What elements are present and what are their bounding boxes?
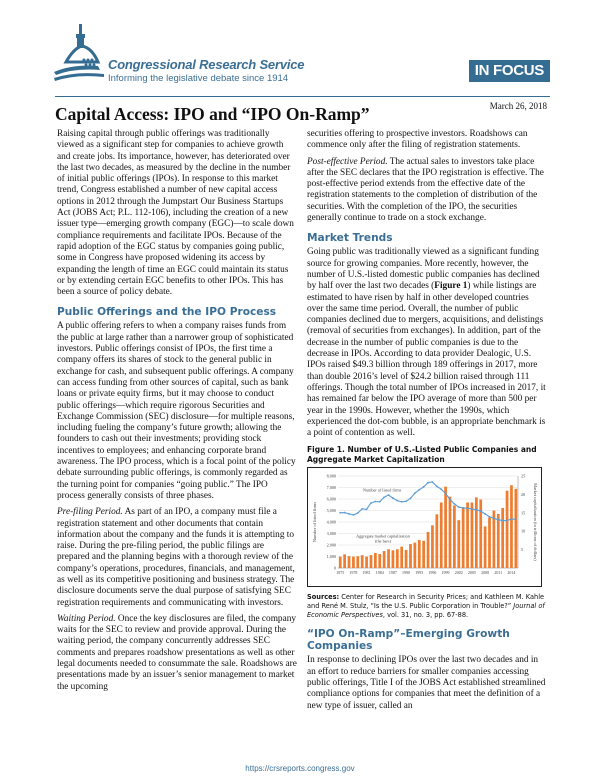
- market-cap-bar: [475, 498, 478, 569]
- waiting-paragraph: [57, 614, 297, 693]
- posteffective-text: The actual sales to investors take place after the SEC declares that the IPO registration is effective. The post-effective period extends from the effective date of the registration statements to the completion of distribution of the securities. With the completion of the IPO, the securities generally continue to trade on a stock exchange.: [307, 156, 544, 224]
- waiting-text: Once the key disclosures are filed, the company waits for the SEC to review and provide approval. During the waiting period, the company concurrently addresses SEC comments and prepares roadshow presentations as well as other legal documents needed to consummate the sale. Roadshows are presentations made by an issuer’s senior management to market the upcoming: [57, 613, 297, 692]
- x-tick-label: 2002: [454, 570, 463, 576]
- x-tick-label: 1999: [441, 570, 450, 576]
- y-left-tick-label: 1,000: [326, 554, 336, 560]
- market-cap-bar: [514, 489, 517, 568]
- listed-firms-point: [506, 520, 508, 522]
- line-annotation: Number of listed firms: [363, 487, 402, 493]
- listed-firms-point: [458, 507, 460, 509]
- footer-url[interactable]: https://crsreports.congress.gov: [245, 764, 355, 773]
- listed-firms-point: [344, 512, 346, 514]
- market-cap-bar: [484, 527, 487, 569]
- x-tick-label: 2014: [507, 570, 516, 576]
- market-cap-bar: [339, 557, 342, 568]
- listed-firms-point: [440, 489, 442, 491]
- y-right-axis-label: Market capitalization (in trillions of dollars): [533, 483, 538, 562]
- listed-firms-point: [453, 503, 455, 505]
- market-cap-bar: [506, 491, 509, 568]
- listed-firms-point: [410, 498, 412, 500]
- right-column: [307, 129, 547, 717]
- y-left-tick-label: 6,000: [326, 496, 336, 502]
- listed-firms-point: [462, 507, 464, 509]
- sources-journal: Journal of Economic Perspectives: [307, 602, 545, 620]
- market-cap-bar: [365, 557, 368, 568]
- figure-1-link[interactable]: Figure 1: [434, 281, 468, 292]
- listed-firms-point: [515, 519, 517, 521]
- listed-firms-point: [471, 509, 473, 511]
- y-right-tick-label: 25: [521, 473, 526, 479]
- listed-firms-point: [339, 512, 341, 514]
- section-heading-market-trends: Market Trends: [307, 232, 393, 245]
- sources-text: Center for Research in Security Prices; and Kathleen M. Kahle and René M. Stulz, “Is the U.S. Public Corporation in Trouble?”: [307, 593, 545, 611]
- prefiling-text: As part of an IPO, a company must file a registration statement and other documents that contain information about the company and the funds it is attempting to raise. During the pre-filing period, the public filings are prepared and the planning begins with a thorough review of the company’s operations, procedures, financials, and management, as well as its competitive positioning and business strategy. The disclosure documents serve the dual purpose of satisfying SEC registration requirements and communicating with investors.: [57, 507, 295, 608]
- listed-firms-point: [383, 497, 385, 499]
- listed-firms-point: [392, 498, 394, 500]
- market-cap-bar: [361, 556, 364, 569]
- market-trends-text-a: Going public was traditionally viewed as a significant funding source for growing companies. More recently, however, the number of U.S.-listed domestic public companies has declined by half over the last two decades (: [307, 247, 540, 292]
- posteffective-paragraph: [307, 157, 547, 225]
- listed-firms-point: [449, 499, 451, 501]
- market-cap-bar: [352, 557, 355, 568]
- header-divider: [55, 96, 550, 97]
- listed-firms-point: [361, 508, 363, 510]
- x-tick-label: 1981: [362, 570, 371, 576]
- market-cap-bar: [510, 486, 513, 569]
- market-cap-bar: [343, 555, 346, 569]
- x-tick-label: 1990: [402, 570, 411, 576]
- listed-firms-point: [489, 516, 491, 518]
- in-focus-badge: IN FOCUS: [469, 60, 550, 82]
- x-tick-label: 2008: [481, 570, 490, 576]
- listed-firms-point: [445, 493, 447, 495]
- listed-firms-point: [497, 519, 499, 521]
- market-cap-bar: [409, 545, 412, 569]
- listed-firms-point: [493, 518, 495, 520]
- x-tick-label: 2011: [494, 570, 503, 576]
- market-cap-bar: [374, 553, 377, 568]
- report-header: [52, 22, 550, 92]
- market-cap-bar: [440, 503, 443, 569]
- listed-firms-point: [436, 486, 438, 488]
- figure-sources: [307, 593, 547, 620]
- listed-firms-point: [467, 508, 469, 510]
- section-heading-ipo-on-ramp: “IPO On-Ramp”–Emerging Growth Companies: [307, 628, 510, 653]
- org-tagline: Informing the legislative debate since 1914: [108, 73, 289, 84]
- market-cap-bar: [497, 514, 500, 568]
- market-cap-bar: [396, 550, 399, 569]
- market-cap-bar: [431, 526, 434, 569]
- listed-firms-point: [396, 500, 398, 502]
- market-cap-bar: [392, 551, 395, 569]
- y-left-tick-label: 2,000: [326, 542, 336, 548]
- y-right-tick-label: 5: [521, 547, 524, 553]
- listed-firms-point: [414, 493, 416, 495]
- listed-firms-point: [475, 509, 477, 511]
- market-cap-bar: [356, 557, 359, 569]
- waiting-label: Waiting Period.: [57, 613, 116, 624]
- listed-firms-point: [502, 520, 504, 522]
- y-right-tick-label: 10: [521, 529, 526, 535]
- listed-firms-point: [431, 482, 433, 484]
- market-cap-bar: [378, 554, 381, 568]
- market-trends-paragraph: [307, 247, 547, 439]
- sources-label: Sources:: [307, 593, 340, 602]
- intro-paragraph: Raising capital through public offerings was traditionally viewed as a significant step for companies to achieve growth and create jobs. Its importance, however, has deteriorated over the last two decades, as measured by the decline in the number of initial public offerings (IPOs). In response to this market trend, Congress established a number of new capital access options in 2012 through the Jumpstart Our Business Startups Act (JOBS Act; P.L. 112-106), including the creation of a new issuer type—emerging growth company (EGC)—to scale down compliance requirements and facilitate IPOs. Because of the rapid adoption of the EGC status by companies going public, some in Congress have proposed widening its access by expanding the length of time an EGC could maintain its status or by extending certain EGC benefits to other IPOs. This has been a source of policy debate.: [57, 129, 294, 298]
- x-tick-label: 1993: [415, 570, 424, 576]
- left-column: [57, 129, 297, 698]
- listed-firms-point: [511, 519, 513, 521]
- listed-firms-point: [388, 494, 390, 496]
- market-cap-bar: [501, 508, 504, 568]
- market-cap-bar: [418, 540, 421, 568]
- chart-svg: [308, 468, 541, 586]
- x-tick-label: 1978: [349, 570, 358, 576]
- public-offerings-paragraph: A public offering refers to when a company raises funds from the public at large rather than a narrower group of sophisticated investors. Public offerings consist of IPOs, the first time a company offers its shares of stock to the general public in exchange for cash, and subsequent public offerings. A company can access funding from other sources of capital, such as bank loans or private equity firms, but it may choose to conduct public offerings—which require rigorous Securities and Exchange Commission (SEC) disclosure—for multiple reasons, including fueling the company’s future growth; allowing the founders to cash out their investments; providing stock incentives to employees; and enhancing corporate brand awareness. The IPO process, which is a focal point of the policy debate surrounding public offerings, is commonly regarded as the turning point for companies “going public.” The IPO process generally consists of three phases.: [57, 321, 296, 501]
- market-cap-bar: [444, 487, 447, 568]
- section-heading-public-offerings: Public Offerings and the IPO Process: [57, 306, 277, 319]
- market-cap-bar: [462, 508, 465, 569]
- listed-firms-point: [366, 509, 368, 511]
- prefiling-paragraph: [57, 507, 297, 609]
- y-right-tick-label: 20: [521, 492, 526, 498]
- market-cap-bar: [471, 503, 474, 569]
- page-title: Capital Access: IPO and “IPO On-Ramp”: [55, 104, 370, 124]
- market-cap-bar: [414, 543, 417, 568]
- prefiling-label: Pre-filing Period.: [57, 507, 123, 518]
- market-cap-bar: [466, 503, 469, 569]
- market-cap-bar: [422, 541, 425, 568]
- listed-firms-point: [405, 501, 407, 503]
- x-tick-label: 1987: [388, 570, 397, 576]
- market-cap-bar: [348, 557, 351, 569]
- listed-firms-point: [484, 513, 486, 515]
- listed-firms-point: [480, 511, 482, 513]
- listed-firms-point: [401, 501, 403, 503]
- x-tick-label: 1984: [375, 570, 384, 576]
- market-cap-bar: [387, 550, 390, 569]
- ipo-on-ramp-paragraph: In response to declining IPOs over the last two decades and in an effort to reduce barriers for smaller companies accessing public offerings, Title I of the JOBS Act established streamlined compliance options for companies that meet the definition of a new type of issuer, called an: [307, 655, 546, 711]
- market-cap-bar: [457, 521, 460, 569]
- market-cap-bar: [405, 550, 408, 568]
- market-cap-bar: [400, 547, 403, 568]
- listed-firms-point: [370, 503, 372, 505]
- market-cap-bar: [370, 556, 373, 569]
- y-left-tick-label: 5,000: [326, 508, 336, 514]
- x-tick-label: 1975: [336, 570, 345, 576]
- x-tick-label: 2005: [467, 570, 476, 576]
- listed-firms-point: [427, 482, 429, 484]
- y-left-tick-label: 8,000: [326, 473, 336, 479]
- market-cap-bar: [488, 518, 491, 568]
- org-name: Congressional Research Service: [108, 57, 305, 72]
- listed-firms-point: [348, 513, 350, 515]
- market-cap-bar: [479, 500, 482, 568]
- posteffective-label: Post-effective Period.: [307, 156, 388, 167]
- y-left-tick-label: 4,000: [326, 519, 336, 525]
- bar-annotation-sub: (the bars): [375, 538, 391, 544]
- listed-firms-point: [352, 514, 354, 516]
- market-cap-bar: [449, 497, 452, 568]
- market-cap-bar: [435, 515, 438, 569]
- publication-date: March 26, 2018: [489, 101, 547, 111]
- market-cap-bar: [383, 551, 386, 568]
- y-left-tick-label: 0: [333, 565, 336, 571]
- y-left-tick-label: 7,000: [326, 485, 336, 491]
- listed-firms-point: [418, 489, 420, 491]
- listed-firms-point: [423, 486, 425, 488]
- y-left-tick-label: 3,000: [326, 531, 336, 537]
- figure-caption: Figure 1. Number of U.S.-Listed Public Companies and Aggregate Market Capitalization: [307, 445, 537, 464]
- listed-firms-point: [357, 513, 359, 515]
- x-tick-label: 1996: [428, 570, 437, 576]
- market-trends-text-b: ) while listings are estimated to have risen by half in other developed countries over the same time period. Overall, the number of public companies declined due to mergers, acquisitions, and delistings (removal of securities from exchanges). In addition, part of the decrease in the number of public companies is due to the decrease in IPOs. According to data provider Dealogic, U.S. IPOs raised $49.3 billion through 189 offerings in 2017, more than double 2016’s level of $24.2 billion raised through 111 offerings. Though the total number of IPOs increased in 2017, it has remained far below the IPO average of more than 500 per year in the 1990s. However, whether the 1990s, which experienced the dot-com bubble, is an appropriate benchmark is a point of contention as well.: [307, 281, 546, 439]
- market-cap-bar: [427, 532, 430, 568]
- y-right-tick-label: 15: [521, 510, 526, 516]
- continued-paragraph: securities offering to prospective investors. Roadshows can commence only after the filing of registration statements.: [307, 129, 528, 151]
- y-left-axis-label: Number of listed firms: [312, 502, 317, 543]
- bar-annotation: Aggregate market capitalization: [356, 533, 410, 539]
- listed-firms-point: [379, 501, 381, 503]
- sources-tail: , vol. 31, no. 3, pp. 67-88.: [382, 611, 469, 620]
- figure-1-chart: [307, 467, 542, 587]
- market-cap-bar: [453, 506, 456, 569]
- listed-firms-point: [374, 501, 376, 503]
- capitol-dome-icon: [52, 22, 108, 86]
